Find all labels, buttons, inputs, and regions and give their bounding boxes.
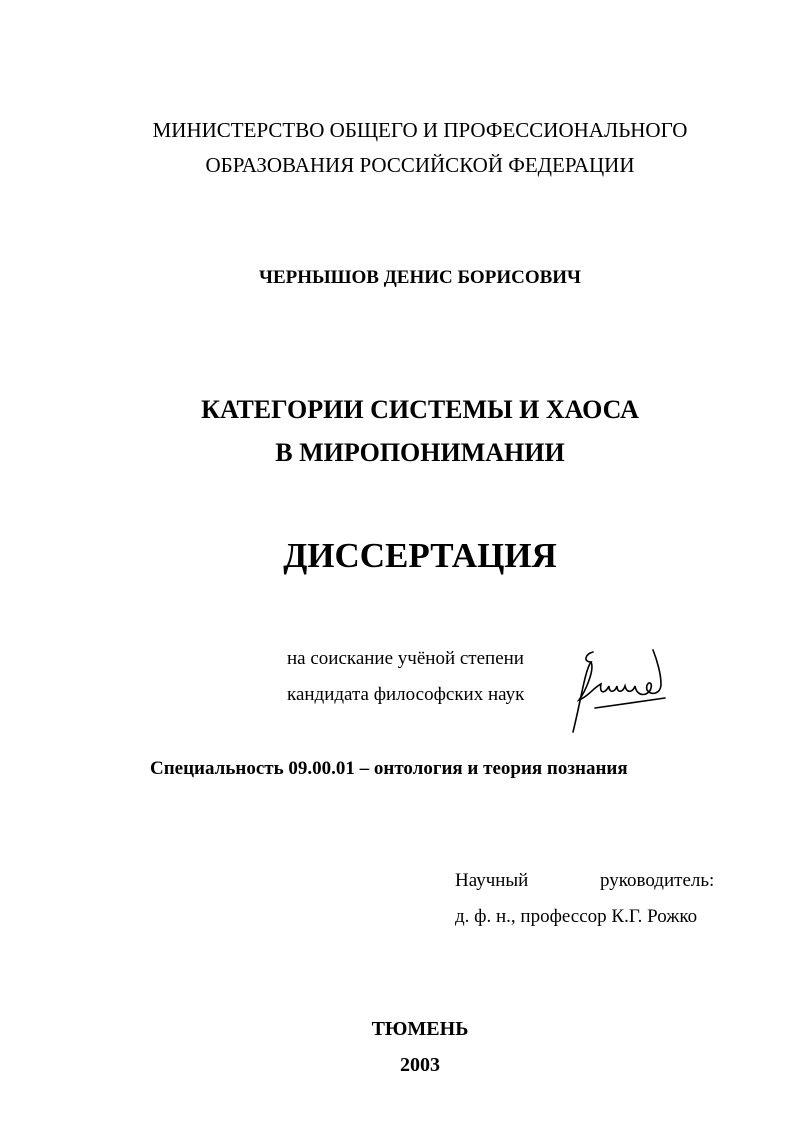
degree-line-1: на соискание учёной степени [287, 648, 524, 669]
title-line-1: КАТЕГОРИИ СИСТЕМЫ И ХАОСА [201, 395, 639, 424]
city: ТЮМЕНЬ [371, 1018, 469, 1040]
supervisor-label-left: Научный [455, 870, 529, 891]
signature [565, 640, 675, 740]
author-name: ЧЕРНЫШОВ ДЕНИС БОРИСОВИЧ [259, 267, 581, 288]
year: 2003 [400, 1054, 440, 1076]
ministry-line-1: МИНИСТЕРСТВО ОБЩЕГО И ПРОФЕССИОНАЛЬНОГО [152, 118, 688, 142]
document-type: ДИССЕРТАЦИЯ [283, 536, 557, 575]
supervisor-label-right: руководитель: [600, 870, 715, 891]
supervisor-name: д. ф. н., профессор К.Г. Рожко [455, 906, 698, 927]
ministry-line-2: ОБРАЗОВАНИЯ РОССИЙСКОЙ ФЕДЕРАЦИИ [205, 153, 635, 177]
specialty: Специальность 09.00.01 – онтология и теория познания [150, 758, 628, 779]
degree-line-2: кандидата философских наук [287, 684, 525, 705]
title-line-2: В МИРОПОНИМАНИИ [275, 438, 565, 467]
